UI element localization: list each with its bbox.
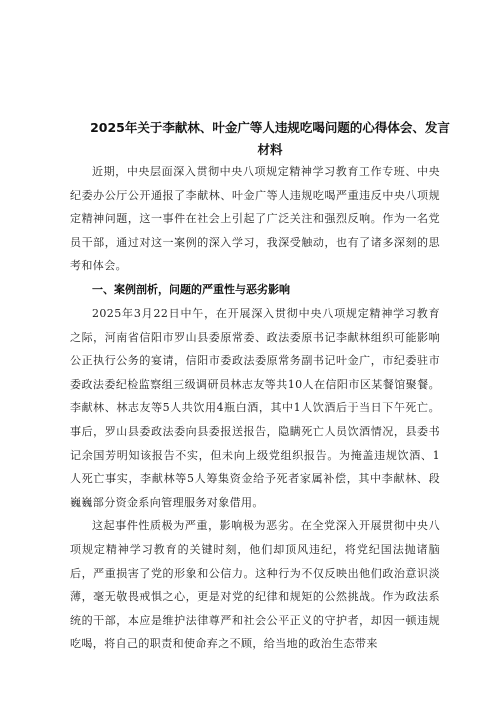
document-title-line-1: 2025年关于李献林、叶金广等人违规吃喝问题的心得体会、发言 <box>90 120 450 135</box>
document-title-line-2: 材料 <box>257 142 283 157</box>
section-heading-1: 一、案例剖析，问题的严重性与恶劣影响 <box>92 282 290 296</box>
intro-paragraph: 近期，中央层面深入贯彻中央八项规定精神学习教育工作专班、中央纪委办公厅公开通报了李献林、叶金广等人违规吃喝严重违反中央八项规定精神问题，这一事件在社会上引起了广泛关注和强烈反响。作为一名党员干部，通过对这一案例的深入学习，我深受触动，也有了诸多深刻的思考和体会。 <box>70 165 440 273</box>
document-body <box>70 160 440 656</box>
section1-paragraph-1: 2025年3月22日中午，在开展深入贯彻中央八项规定精神学习教育之际，河南省信阳市罗山县委原常委、政法委原书记李献林组织可能影响公正执行公务的宴请，信阳市委政法委原常务副书记叶金广，市纪委驻市委政法委纪检监察组三级调研员林志友等共10人在信阳市区某餐馆聚餐。李献林、林志友等5人共饮用4瓶白酒，其中1人饮酒后于当日下午死亡。事后，罗山县委政法委向县委报送报告，隐瞒死亡人员饮酒情况，县委书记余国芳明知该报告不实，但未向上级党组织报告。为掩盖违规饮酒、1人死亡事实，李献林等5人筹集资金给予死者家属补偿，其中李献林、段巍巍部分资金系向管理服务对象借用。 <box>70 306 440 509</box>
section1-paragraph-2: 这起事件性质极为严重，影响极为恶劣。在全党深入开展贯彻中央八项规定精神学习教育的关键时刻，他们却顶风违纪，将党纪国法抛诸脑后，严重损害了党的形象和公信力。这种行为不仅反映出他们政治意识淡薄，毫无敬畏戒惧之心，更是对党的纪律和规矩的公然挑战。作为政法系统的干部，本应是维护法律尊严和社会公平正义的守护者，却因一顿违规吃喝，将自己的职责和使命弃之不顾，给当地的政治生态带来 <box>70 519 440 651</box>
